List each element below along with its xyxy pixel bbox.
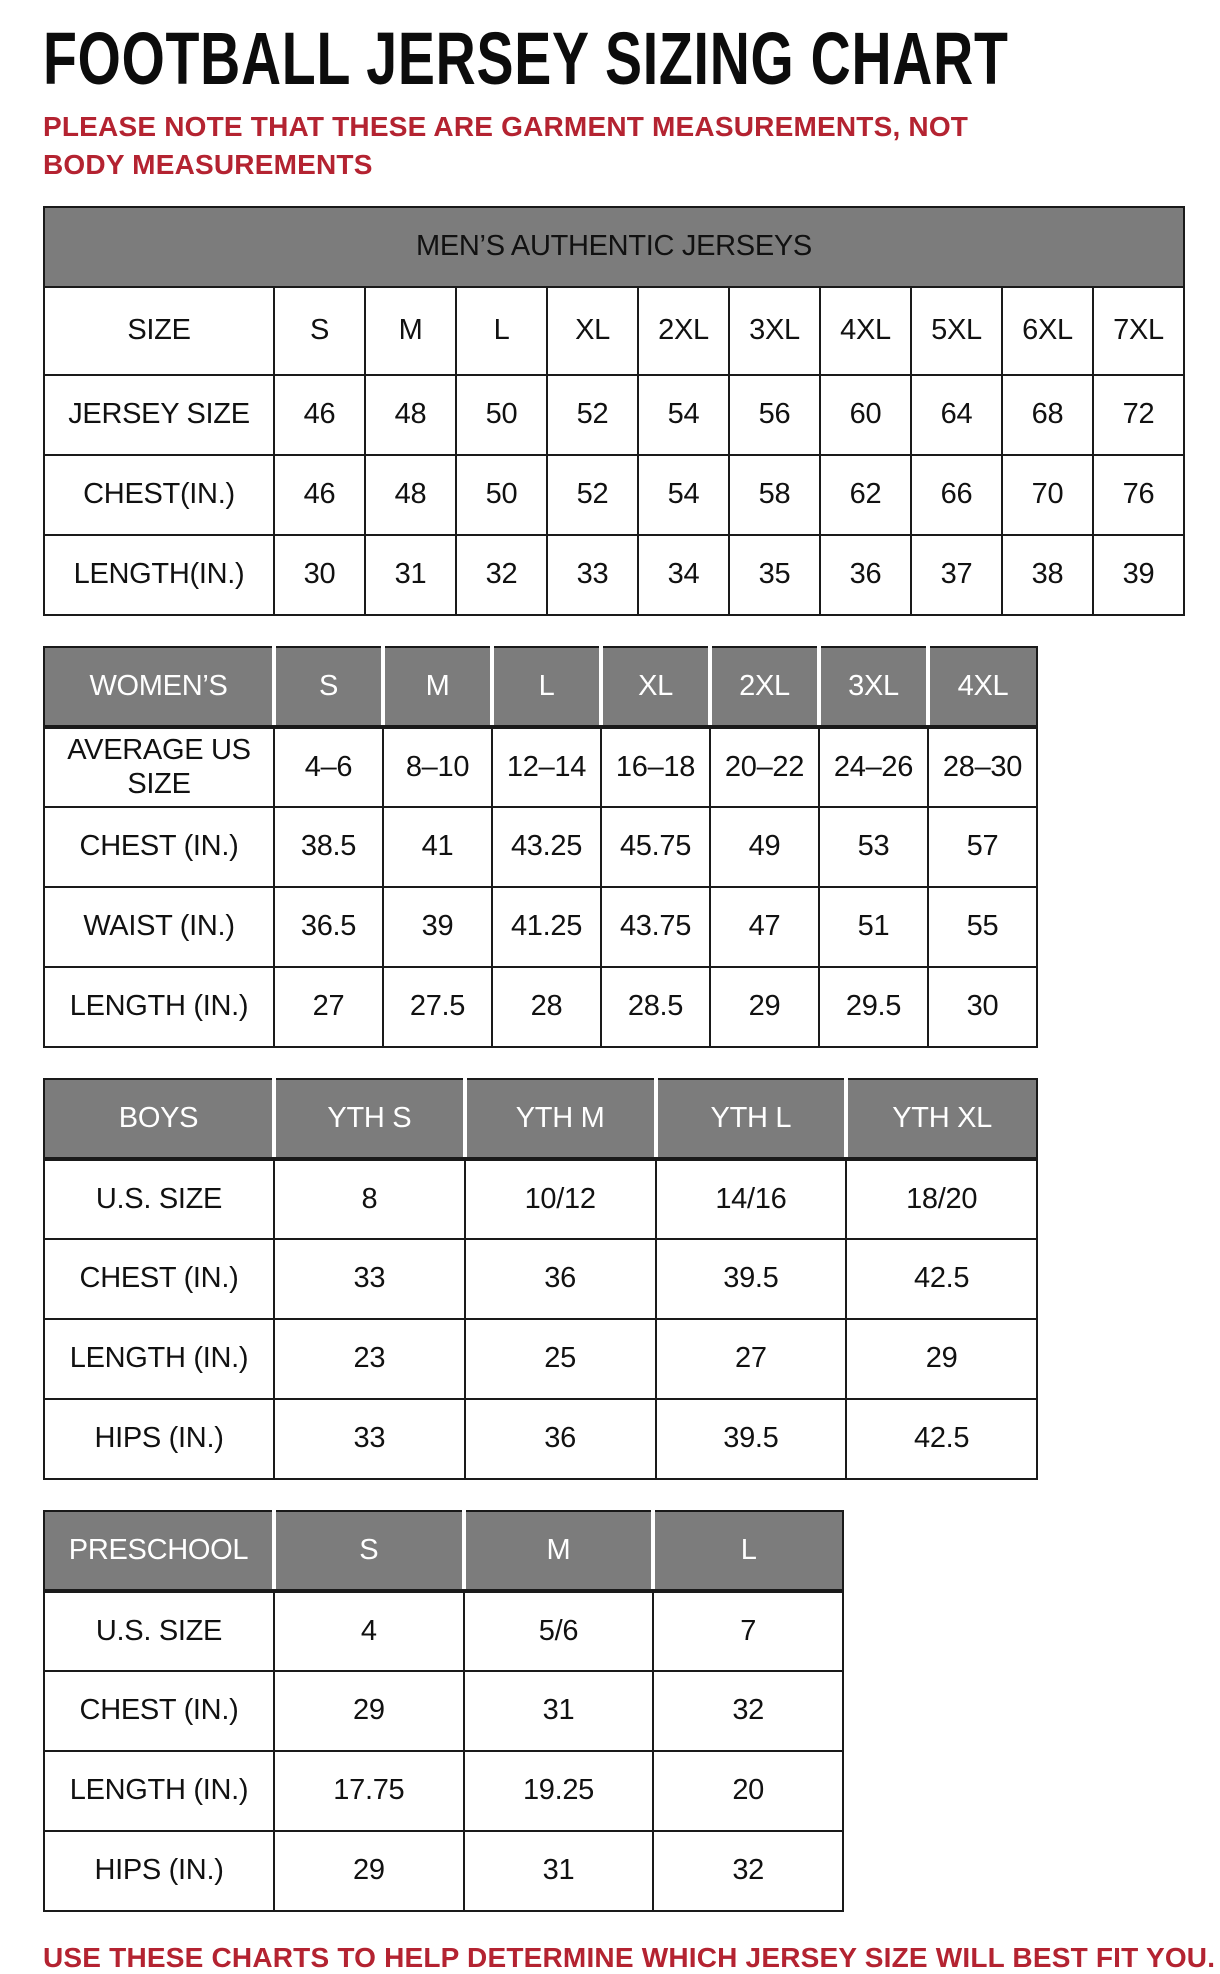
womens-cell-r0-c4: 16–18 bbox=[601, 727, 710, 807]
boys-row-label-2: LENGTH (IN.) bbox=[44, 1319, 274, 1399]
preschool-row-1 bbox=[44, 1671, 843, 1751]
boys-row-label-1: CHEST (IN.) bbox=[44, 1239, 274, 1319]
mens-cell-r0-c7: 60 bbox=[820, 375, 911, 455]
mens-row-1 bbox=[44, 455, 1184, 535]
mens-header-cell-8: 5XL bbox=[911, 287, 1002, 375]
preschool-header-cell-2: M bbox=[464, 1511, 654, 1591]
boys-header-row bbox=[44, 1079, 1037, 1159]
womens-header-cell-6: 3XL bbox=[819, 647, 928, 727]
mens-cell-r0-c2: 48 bbox=[365, 375, 456, 455]
boys-cell-r0-c2: 10/12 bbox=[465, 1159, 656, 1239]
womens-cell-r3-c5: 29 bbox=[710, 967, 819, 1047]
womens-cell-r3-c3: 28 bbox=[492, 967, 601, 1047]
womens-size-table bbox=[43, 646, 1038, 1048]
mens-header-cell-7: 4XL bbox=[820, 287, 911, 375]
womens-row-label-2: WAIST (IN.) bbox=[44, 887, 274, 967]
boys-row-label-3: HIPS (IN.) bbox=[44, 1399, 274, 1479]
womens-header-cell-3: L bbox=[492, 647, 601, 727]
womens-header-cell-0: WOMEN’S bbox=[44, 647, 274, 727]
womens-cell-r1-c1: 38.5 bbox=[274, 807, 383, 887]
preschool-cell-r1-c2: 31 bbox=[464, 1671, 654, 1751]
womens-cell-r1-c7: 57 bbox=[928, 807, 1037, 887]
womens-cell-r0-c2: 8–10 bbox=[383, 727, 492, 807]
mens-banner-row bbox=[44, 207, 1184, 287]
boys-header-cell-1: YTH S bbox=[274, 1079, 465, 1159]
mens-cell-r1-c8: 66 bbox=[911, 455, 1002, 535]
mens-size-table bbox=[43, 206, 1185, 616]
mens-row-label-0: JERSEY SIZE bbox=[44, 375, 274, 455]
mens-cell-r2-c7: 36 bbox=[820, 535, 911, 615]
preschool-cell-r2-c2: 19.25 bbox=[464, 1751, 654, 1831]
boys-cell-r2-c4: 29 bbox=[846, 1319, 1037, 1399]
preschool-row-0 bbox=[44, 1591, 843, 1671]
boys-cell-r2-c1: 23 bbox=[274, 1319, 465, 1399]
preschool-cell-r1-c3: 32 bbox=[653, 1671, 843, 1751]
preschool-row-label-1: CHEST (IN.) bbox=[44, 1671, 274, 1751]
mens-header-cell-6: 3XL bbox=[729, 287, 820, 375]
womens-cell-r0-c3: 12–14 bbox=[492, 727, 601, 807]
mens-cell-r2-c10: 39 bbox=[1093, 535, 1184, 615]
preschool-cell-r0-c1: 4 bbox=[274, 1591, 464, 1671]
boys-row-label-0: U.S. SIZE bbox=[44, 1159, 274, 1239]
mens-cell-r1-c7: 62 bbox=[820, 455, 911, 535]
mens-cell-r1-c6: 58 bbox=[729, 455, 820, 535]
womens-cell-r3-c4: 28.5 bbox=[601, 967, 710, 1047]
womens-cell-r0-c7: 28–30 bbox=[928, 727, 1037, 807]
mens-cell-r2-c2: 31 bbox=[365, 535, 456, 615]
mens-cell-r1-c2: 48 bbox=[365, 455, 456, 535]
mens-header-cell-5: 2XL bbox=[638, 287, 729, 375]
mens-cell-r1-c9: 70 bbox=[1002, 455, 1093, 535]
preschool-header-cell-3: L bbox=[653, 1511, 843, 1591]
preschool-row-label-2: LENGTH (IN.) bbox=[44, 1751, 274, 1831]
womens-cell-r2-c6: 51 bbox=[819, 887, 928, 967]
boys-cell-r0-c1: 8 bbox=[274, 1159, 465, 1239]
womens-header-row bbox=[44, 647, 1037, 727]
boys-row-3 bbox=[44, 1399, 1037, 1479]
mens-row-0 bbox=[44, 375, 1184, 455]
boys-header-cell-0: BOYS bbox=[44, 1079, 274, 1159]
womens-cell-r2-c3: 41.25 bbox=[492, 887, 601, 967]
preschool-row-3 bbox=[44, 1831, 843, 1911]
womens-header-cell-4: XL bbox=[601, 647, 710, 727]
preschool-header-cell-0: PRESCHOOL bbox=[44, 1511, 274, 1591]
boys-header-cell-3: YTH L bbox=[656, 1079, 847, 1159]
womens-cell-r2-c4: 43.75 bbox=[601, 887, 710, 967]
boys-cell-r3-c2: 36 bbox=[465, 1399, 656, 1479]
boys-row-2 bbox=[44, 1319, 1037, 1399]
mens-cell-r2-c8: 37 bbox=[911, 535, 1002, 615]
womens-cell-r2-c5: 47 bbox=[710, 887, 819, 967]
mens-row-2 bbox=[44, 535, 1184, 615]
preschool-cell-r2-c1: 17.75 bbox=[274, 1751, 464, 1831]
mens-cell-r0-c3: 50 bbox=[456, 375, 547, 455]
preschool-row-2 bbox=[44, 1751, 843, 1831]
womens-cell-r1-c3: 43.25 bbox=[492, 807, 601, 887]
womens-row-2 bbox=[44, 887, 1037, 967]
womens-cell-r2-c1: 36.5 bbox=[274, 887, 383, 967]
preschool-cell-r1-c1: 29 bbox=[274, 1671, 464, 1751]
mens-cell-r0-c5: 54 bbox=[638, 375, 729, 455]
preschool-cell-r3-c1: 29 bbox=[274, 1831, 464, 1911]
mens-cell-r1-c10: 76 bbox=[1093, 455, 1184, 535]
womens-cell-r2-c7: 55 bbox=[928, 887, 1037, 967]
womens-cell-r1-c2: 41 bbox=[383, 807, 492, 887]
boys-cell-r1-c3: 39.5 bbox=[656, 1239, 847, 1319]
womens-row-label-0: AVERAGE US SIZE bbox=[44, 727, 274, 807]
mens-cell-r2-c6: 35 bbox=[729, 535, 820, 615]
mens-row-label-2: LENGTH(IN.) bbox=[44, 535, 274, 615]
womens-cell-r3-c7: 30 bbox=[928, 967, 1037, 1047]
mens-cell-r2-c5: 34 bbox=[638, 535, 729, 615]
womens-row-3 bbox=[44, 967, 1037, 1047]
preschool-header-cell-1: S bbox=[274, 1511, 464, 1591]
boys-cell-r1-c4: 42.5 bbox=[846, 1239, 1037, 1319]
mens-cell-r2-c9: 38 bbox=[1002, 535, 1093, 615]
womens-cell-r2-c2: 39 bbox=[383, 887, 492, 967]
mens-cell-r2-c1: 30 bbox=[274, 535, 365, 615]
preschool-header-row bbox=[44, 1511, 843, 1591]
preschool-cell-r3-c2: 31 bbox=[464, 1831, 654, 1911]
boys-size-table bbox=[43, 1078, 1038, 1480]
boys-cell-r3-c1: 33 bbox=[274, 1399, 465, 1479]
preschool-size-table bbox=[43, 1510, 844, 1912]
womens-row-label-3: LENGTH (IN.) bbox=[44, 967, 274, 1047]
mens-header-cell-2: M bbox=[365, 287, 456, 375]
mens-cell-r2-c3: 32 bbox=[456, 535, 547, 615]
mens-cell-r0-c1: 46 bbox=[274, 375, 365, 455]
womens-header-cell-1: S bbox=[274, 647, 383, 727]
size-tables-container bbox=[43, 206, 1190, 1912]
boys-cell-r0-c3: 14/16 bbox=[656, 1159, 847, 1239]
preschool-cell-r3-c3: 32 bbox=[653, 1831, 843, 1911]
mens-header-cell-0: SIZE bbox=[44, 287, 274, 375]
mens-row-label-1: CHEST(IN.) bbox=[44, 455, 274, 535]
mens-cell-r2-c4: 33 bbox=[547, 535, 638, 615]
mens-header-row bbox=[44, 287, 1184, 375]
womens-header-cell-7: 4XL bbox=[928, 647, 1037, 727]
womens-cell-r1-c4: 45.75 bbox=[601, 807, 710, 887]
page-title: FOOTBALL JERSEY SIZING CHART bbox=[43, 17, 1009, 100]
boys-cell-r1-c1: 33 bbox=[274, 1239, 465, 1319]
boys-cell-r0-c4: 18/20 bbox=[846, 1159, 1037, 1239]
womens-header-cell-2: M bbox=[383, 647, 492, 727]
mens-cell-r1-c5: 54 bbox=[638, 455, 729, 535]
mens-header-cell-1: S bbox=[274, 287, 365, 375]
boys-cell-r3-c4: 42.5 bbox=[846, 1399, 1037, 1479]
womens-cell-r0-c5: 20–22 bbox=[710, 727, 819, 807]
mens-cell-r0-c6: 56 bbox=[729, 375, 820, 455]
garment-measurements-note: PLEASE NOTE THAT THESE ARE GARMENT MEASUREMENTS, NOT BODY MEASUREMENTS bbox=[43, 111, 969, 181]
mens-banner: MEN’S AUTHENTIC JERSEYS bbox=[44, 207, 1184, 287]
preschool-cell-r0-c3: 7 bbox=[653, 1591, 843, 1671]
preschool-cell-r2-c3: 20 bbox=[653, 1751, 843, 1831]
mens-header-cell-4: XL bbox=[547, 287, 638, 375]
womens-cell-r0-c6: 24–26 bbox=[819, 727, 928, 807]
boys-cell-r2-c2: 25 bbox=[465, 1319, 656, 1399]
womens-cell-r3-c2: 27.5 bbox=[383, 967, 492, 1047]
mens-cell-r0-c4: 52 bbox=[547, 375, 638, 455]
mens-header-cell-3: L bbox=[456, 287, 547, 375]
boys-header-cell-4: YTH XL bbox=[846, 1079, 1037, 1159]
boys-cell-r3-c3: 39.5 bbox=[656, 1399, 847, 1479]
mens-cell-r1-c4: 52 bbox=[547, 455, 638, 535]
womens-cell-r3-c6: 29.5 bbox=[819, 967, 928, 1047]
mens-header-cell-10: 7XL bbox=[1093, 287, 1184, 375]
preschool-row-label-0: U.S. SIZE bbox=[44, 1591, 274, 1671]
womens-row-1 bbox=[44, 807, 1037, 887]
womens-cell-r1-c5: 49 bbox=[710, 807, 819, 887]
boys-header-cell-2: YTH M bbox=[465, 1079, 656, 1159]
mens-cell-r0-c9: 68 bbox=[1002, 375, 1093, 455]
womens-header-cell-5: 2XL bbox=[710, 647, 819, 727]
boys-row-0 bbox=[44, 1159, 1037, 1239]
mens-cell-r1-c1: 46 bbox=[274, 455, 365, 535]
footer-note: USE THESE CHARTS TO HELP DETERMINE WHICH JERSEY SIZE WILL BEST FIT YOU. bbox=[43, 1942, 1216, 1974]
mens-header-cell-9: 6XL bbox=[1002, 287, 1093, 375]
mens-cell-r0-c10: 72 bbox=[1093, 375, 1184, 455]
womens-cell-r1-c6: 53 bbox=[819, 807, 928, 887]
boys-cell-r1-c2: 36 bbox=[465, 1239, 656, 1319]
preschool-cell-r0-c2: 5/6 bbox=[464, 1591, 654, 1671]
womens-cell-r3-c1: 27 bbox=[274, 967, 383, 1047]
mens-cell-r0-c8: 64 bbox=[911, 375, 1002, 455]
boys-row-1 bbox=[44, 1239, 1037, 1319]
womens-row-label-1: CHEST (IN.) bbox=[44, 807, 274, 887]
womens-row-0 bbox=[44, 727, 1037, 807]
womens-cell-r0-c1: 4–6 bbox=[274, 727, 383, 807]
boys-cell-r2-c3: 27 bbox=[656, 1319, 847, 1399]
mens-cell-r1-c3: 50 bbox=[456, 455, 547, 535]
preschool-row-label-3: HIPS (IN.) bbox=[44, 1831, 274, 1911]
